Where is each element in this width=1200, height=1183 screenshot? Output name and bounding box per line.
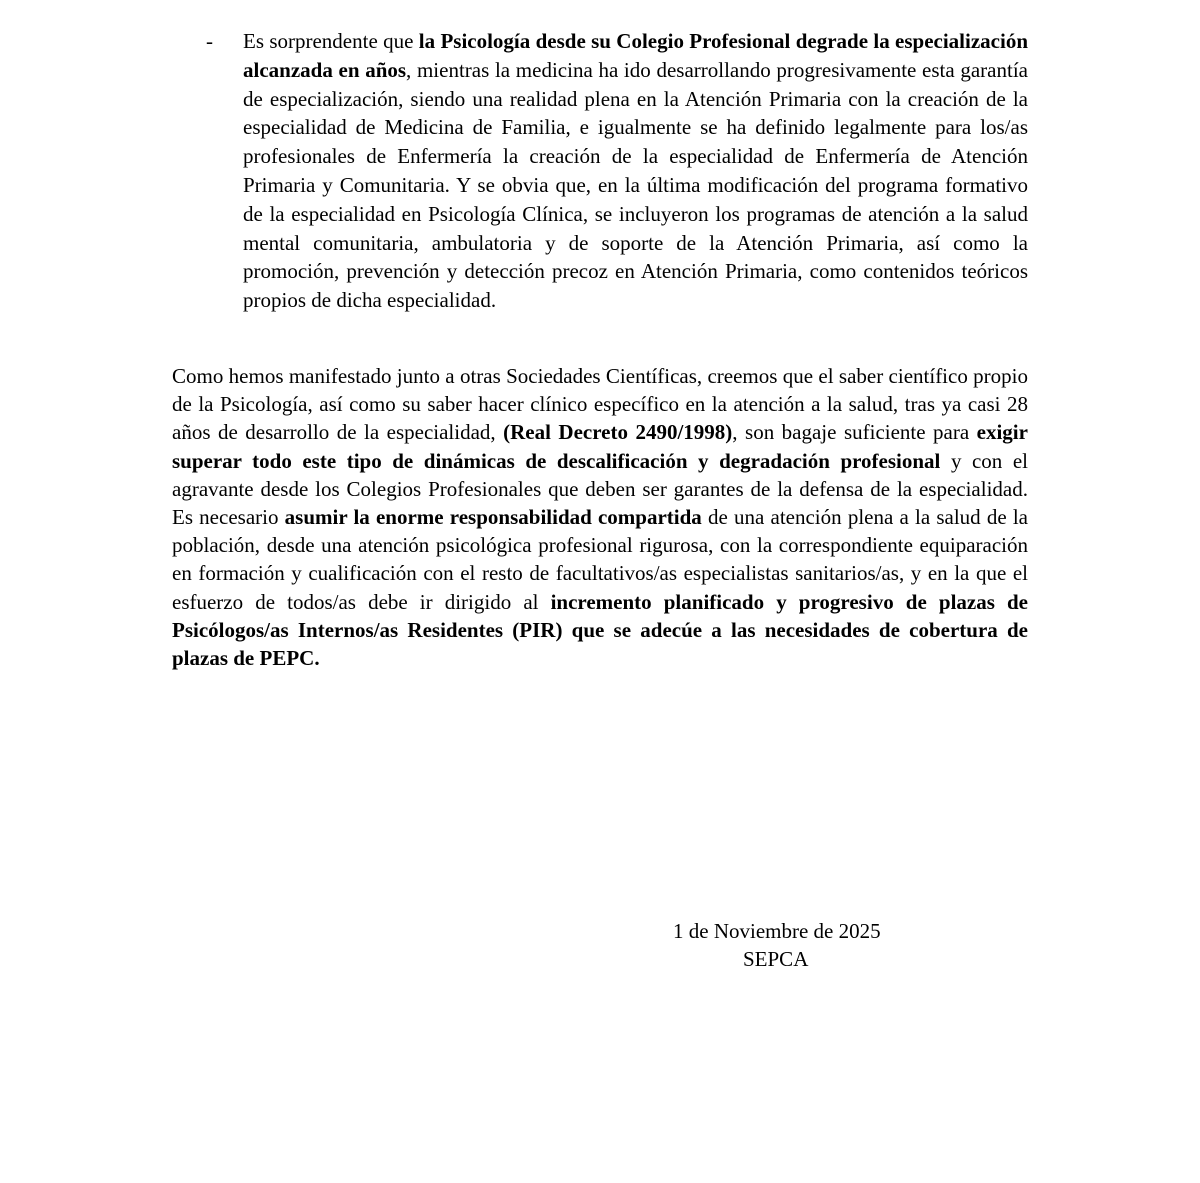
bullet-text-segment: , mientras la medicina ha ido desarrollando progresivamente esta garantía de especialización, siendo una realidad plena en la Atención Primaria con la creación de la especialidad de Medicina de Familia, e igualmente se ha definido legalmente para los/as profesionales de Enfermería la creación de la especialidad de Enfermería de Atención Primaria y Comunitaria. Y se obvia que, en la última modificación del programa formativo de la especialidad en Psicología Clínica, se incluyeron los programas de atención a la salud mental comunitaria, ambulatoria y de soporte de la Atención Primaria, así como la promoción, prevención y detección precoz en Atención Primaria, como contenidos teóricos propios de dicha especialidad. <box>243 57 1028 313</box>
paragraph-bold-segment: (Real Decreto 2490/1998) <box>503 420 733 445</box>
paragraph-bold-segment: asumir la enorme responsabilidad compartida <box>284 505 702 530</box>
signature-date: 1 de Noviembre de 2025 <box>673 919 881 943</box>
paragraph-text-segment: Como hemos manifestado junto a otras Sociedades Científicas, creemos que el saber científico propio de la Psicología, así como su saber hacer clínico específico en la atención a la salud, tras ya casi 28 años de desarrollo de la especialidad, <box>172 364 1028 445</box>
bullet-text <box>243 27 1028 315</box>
signature-organization: SEPCA <box>743 947 809 971</box>
bullet-text-segment: Es sorprendente que <box>243 29 419 53</box>
bullet-bold-segment: la Psicología desde su Colegio Profesional degrade la especialización alcanzada en años <box>243 29 1028 82</box>
body-paragraph <box>172 362 1028 672</box>
paragraph-bold-segment: exigir superar todo este tipo de dinámicas de descalificación y degradación profesional <box>172 420 1028 473</box>
paragraph-text-segment: , son bagaje suficiente para <box>732 420 977 445</box>
paragraph-text-segment: y con el agravante desde los Colegios Profesionales que deben ser garantes de la defensa de la especialidad. Es necesario <box>172 448 1028 530</box>
paragraph-bold-segment: incremento planificado y progresivo de plazas de Psicólogos/as Internos/as Residentes (PIR) que se adecúe a las necesidades de cobertura de plazas de PEPC. <box>172 589 1028 671</box>
paragraph-text-segment: de una atención plena a la salud de la población, desde una atención psicológica profesional rigurosa, con la correspondiente equiparación en formación y cualificación con el resto de facultativos/as especialistas sanitarios/as, y en la que el esfuerzo de todos/as debe ir dirigido al <box>172 505 1028 614</box>
bullet-dash: - <box>206 29 213 53</box>
